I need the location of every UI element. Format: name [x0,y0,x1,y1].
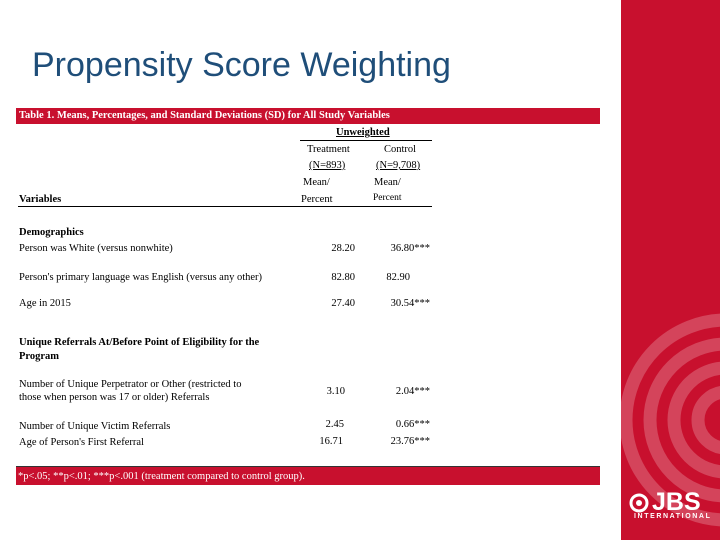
slide-title: Propensity Score Weighting [32,46,451,84]
treatment-value: 16.71 [319,436,343,447]
header-rule [18,206,432,207]
section-heading-demographics: Demographics [19,227,84,238]
section-heading-referrals-line2: Program [19,351,60,362]
control-value: 30.54*** [390,298,430,309]
row-label: Person was White (versus nonwhite) [19,243,173,254]
treatment-value: 2.45 [325,419,344,430]
section-heading-referrals: Unique Referrals At/Before Point of Eligibility for the [19,337,260,348]
control-value: 82.90 [386,272,410,283]
jbs-logo [628,488,716,526]
treatment-value: 27.40 [331,298,355,309]
treatment-n: (N=893) [309,160,346,171]
treatment-value: 28.20 [331,243,355,254]
group-header-rule [300,140,432,141]
control-n: (N=9,708) [376,160,421,171]
control-value: 2.04*** [395,386,430,397]
control-value: 36.80*** [390,243,430,254]
row-label: Age of Person's First Referral [19,437,144,448]
row-label: Age in 2015 [19,298,71,309]
logo-subtext: INTERNATIONAL [634,513,712,520]
row-label: Number of Unique Perpetrator or Other (restricted to [19,379,242,390]
control-column-header: Control [384,144,417,155]
jbs-logo-mark-icon [628,492,650,514]
control-value: 0.66*** [395,419,430,430]
footnote: *p<.05; **p<.01; ***p<.001 (treatment compared to control group). [18,471,305,482]
group-header: Unweighted [336,127,390,138]
control-stat2: Percent [373,193,402,203]
row-label-continued: those when person was 17 or older) Referrals [19,392,210,403]
treatment-column-header: Treatment [307,144,350,155]
table-caption: Table 1. Means, Percentages, and Standard Deviations (SD) for All Study Variables [19,110,390,121]
treatment-stat2: Percent [301,194,333,205]
treatment-value: 82.80 [331,272,355,283]
control-value: 23.76*** [390,436,430,447]
treatment-stat1: Mean/ [303,177,330,188]
variables-header: Variables [19,194,62,205]
treatment-value: 3.10 [326,386,345,397]
decorative-arcs-icon [621,0,720,540]
logo-text: JBS [652,488,701,516]
row-label: Person's primary language was English (versus any other) [19,272,263,283]
brand-sidebar [621,0,720,540]
row-label: Number of Unique Victim Referrals [19,421,171,432]
control-stat1: Mean/ [374,177,401,188]
